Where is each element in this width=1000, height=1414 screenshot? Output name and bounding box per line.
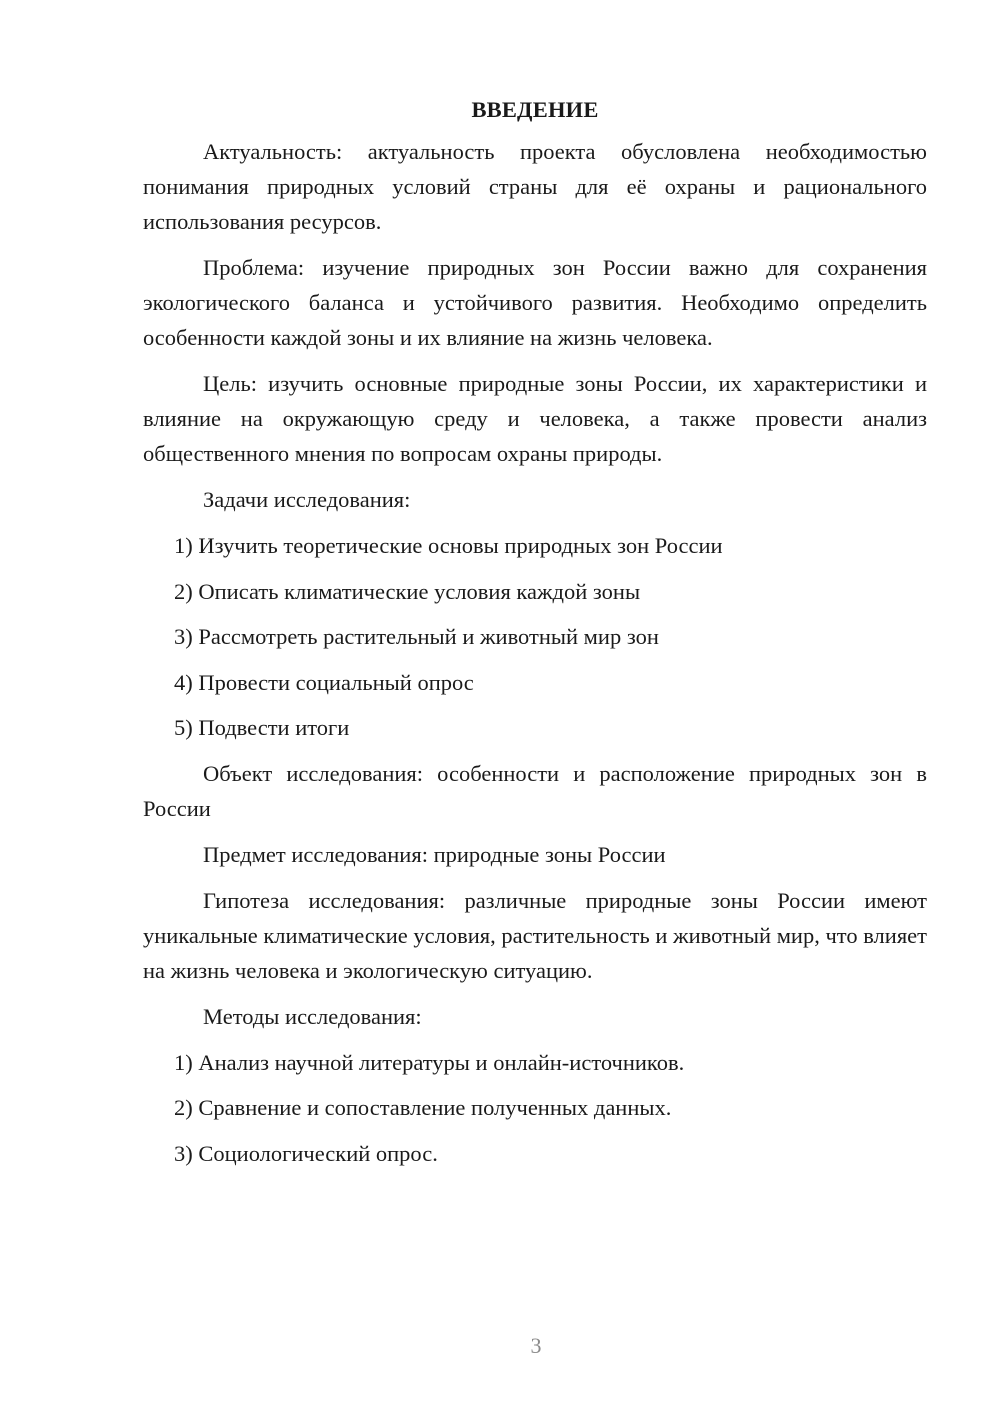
subject-paragraph: Предмет исследования: природные зоны России <box>203 841 666 867</box>
page-number: 3 <box>530 1333 542 1358</box>
object-paragraph: Объект исследования: особенности и расположение природных зон в России <box>143 760 927 821</box>
task-item: 5) Подвести итоги <box>174 715 350 740</box>
task-item: 1) Изучить теоретические основы природных зон России <box>174 533 723 558</box>
section-title: ВВЕДЕНИЕ <box>471 97 599 122</box>
task-item: 4) Провести социальный опрос <box>174 669 474 695</box>
hypothesis-paragraph: Гипотеза исследования: различные природные зоны России имеют уникальные климатические условия, растительность и животный мир, что влияет на жизнь человека и экологическую ситуацию. <box>143 887 927 983</box>
tasks-heading: Задачи исследования: <box>203 487 411 512</box>
document-body <box>143 92 927 1181</box>
methods-list <box>143 1045 927 1171</box>
method-item: 2) Сравнение и сопоставление полученных данных. <box>174 1095 672 1120</box>
relevance-paragraph: Актуальность: актуальность проекта обусловлена необходимостью понимания природных условий страны для её охраны и рационального использования ресурсов. <box>143 139 927 234</box>
task-item: 3) Рассмотреть растительный и животный мир зон <box>174 624 659 649</box>
method-item: 1) Анализ научной литературы и онлайн-источников. <box>174 1049 685 1075</box>
task-item: 2) Описать климатические условия каждой зоны <box>174 578 641 604</box>
goal-paragraph: Цель: изучить основные природные зоны России, их характеристики и влияние на окружающую среду и человека, а также провести анализ общественного мнения по вопросам охраны природы. <box>143 371 927 466</box>
tasks-list <box>143 528 927 745</box>
method-item: 3) Социологический опрос. <box>174 1140 438 1166</box>
problem-paragraph: Проблема: изучение природных зон России важно для сохранения экологического баланса и устойчивого развития. Необходимо определить особенности каждой зоны и их влияние на жизнь человека. <box>143 255 927 350</box>
methods-heading: Методы исследования: <box>203 1003 422 1029</box>
